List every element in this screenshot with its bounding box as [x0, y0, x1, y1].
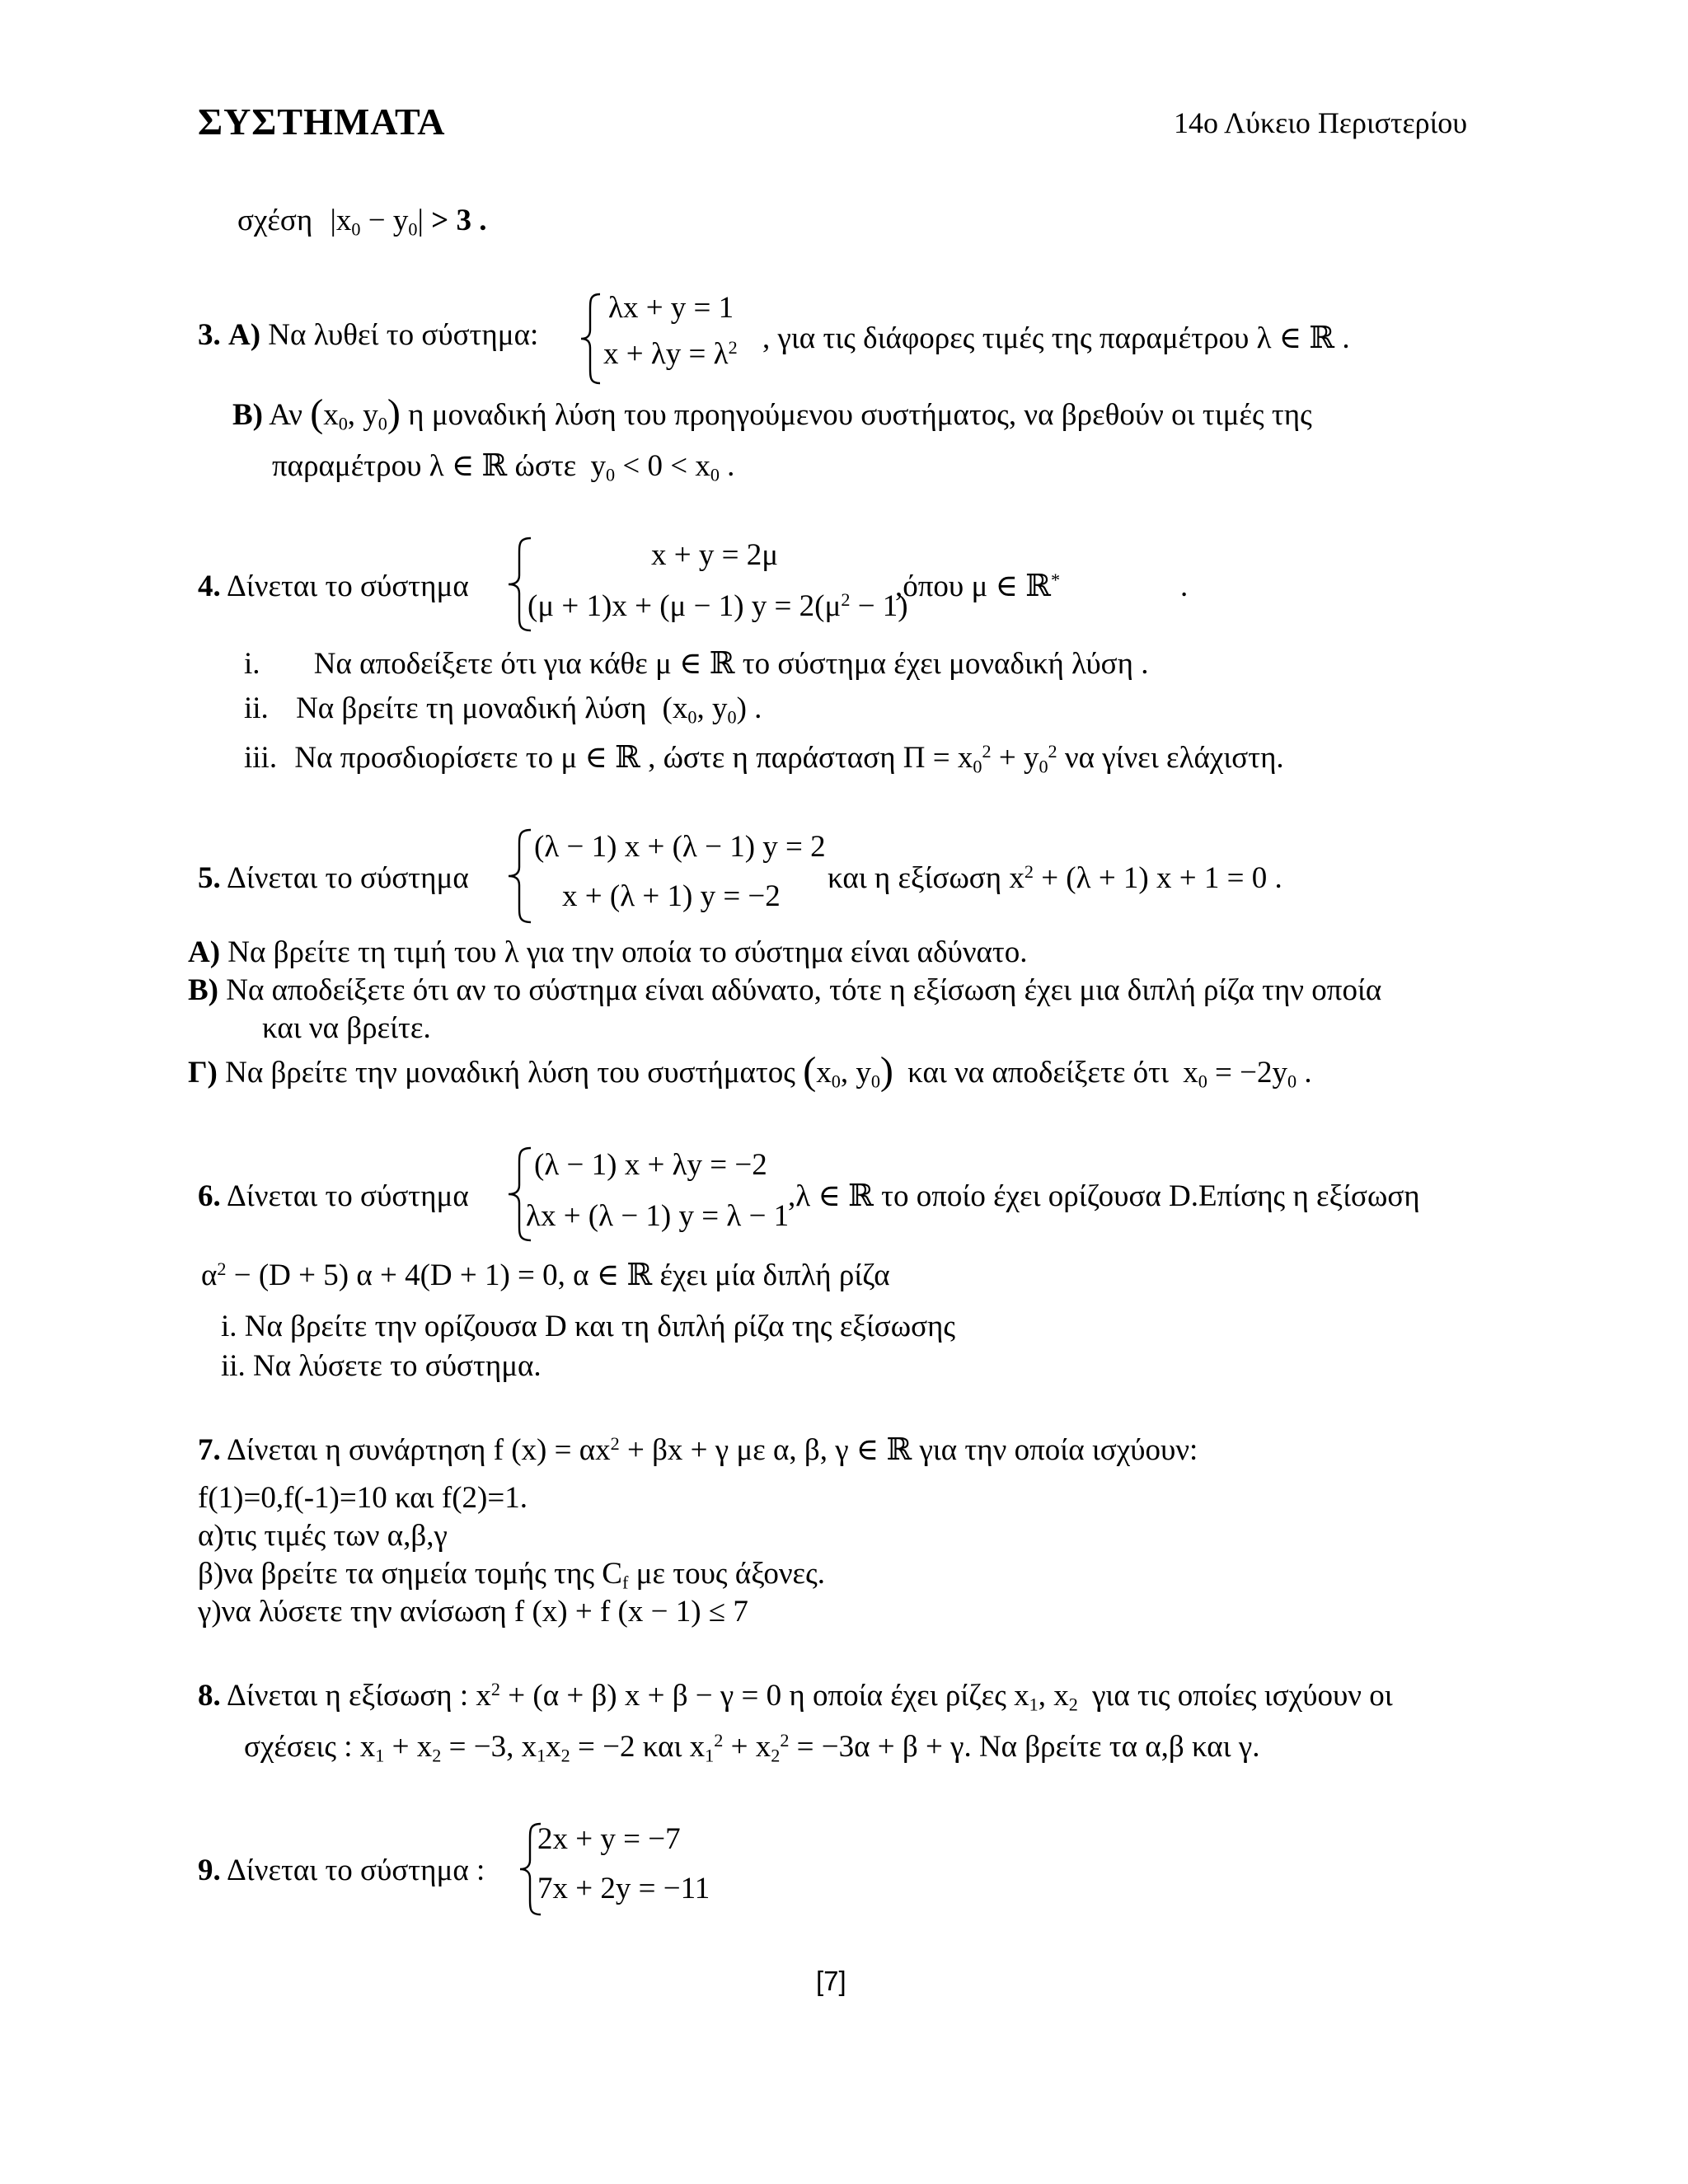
ex7-line-b: β)να βρείτε τα σημεία τομής της $C_f$ με τους άξονες.: [198, 1557, 825, 1593]
ex5-partC: Γ) Να βρείτε την μοναδική λύση του συστήματος ($x_0$, $y_0$) και να αποδείξετε ότι $x_0 = -2y_0$ .: [188, 1049, 1312, 1094]
ex4-eq2: (μ + 1)x + (μ − 1) $y = 2(\mu^2 - 1)$: [528, 588, 908, 623]
ex9-eq1: 2x + y = −7: [537, 1822, 681, 1856]
ex3-eq1: λx + y = 1: [608, 291, 734, 325]
continuation-word: σχέση: [237, 204, 313, 237]
ex6-eq2: λx + (λ − 1) y = λ − 1: [526, 1199, 790, 1233]
ex5-mid: και η εξίσωση $x^2 + (\lambda + 1) x + 1 = 0$ .: [828, 860, 1282, 895]
ex3-line1: [198, 317, 538, 354]
ex5-partB: Β) Να αποδείξετε ότι αν το σύστημα είναι αδύνατο, τότε η εξίσωση έχει μια διπλή ρίζα την οποία: [188, 973, 1382, 1007]
ex6-item-1: i. Να βρείτε την ορίζουσα D και τη διπλή ρίζα της εξίσωσης: [221, 1310, 956, 1343]
ex6-tail: ,λ ∈ ℝ το οποίο έχει ορίζουσα D.Επίσης η εξίσωση: [788, 1179, 1420, 1213]
ex3-partB-label: Β): [232, 398, 263, 432]
document-title: ΣΥΣΤΗΜΑΤΑ: [198, 101, 446, 143]
ex8-line1: 8. Δίνεται η εξίσωση : $x^2 + (\alpha + \beta) x + \beta - \gamma = 0$ η οποία έχει ρίζες $x_1$, $x_2$ για τις οποίες ισχύουν οι: [198, 1678, 1393, 1715]
ex4-tail: ,όπου μ ∈ ℝ*: [895, 569, 1061, 603]
ex3-number: 3.: [198, 318, 221, 352]
continuation-expr: > 3 .: [431, 204, 487, 237]
ex8-number: 8.: [198, 1679, 221, 1713]
ex9-line1: 9. Δίνεται το σύστημα :: [198, 1854, 485, 1887]
ex6-number: 6.: [198, 1179, 221, 1213]
ex5-eq2: x + (λ + 1) y = −2: [562, 879, 781, 913]
ex8-line2: σχέσεις : $x_1 + x_2 = -3$, $x_1x_2 = -2$ και $x_1^2 + x_2^2 = -3\alpha + \beta + \gamma$. Να βρείτε τα α,β και γ.: [244, 1729, 1260, 1766]
ex9-number: 9.: [198, 1854, 221, 1887]
ex5-brace: [506, 827, 534, 925]
ex3-brace: [579, 292, 603, 386]
ex5-line1: 5. Δίνεται το σύστημα: [198, 861, 469, 895]
continuation-line: σχέση $|x_0 - y_0| > 3$ .: [237, 204, 487, 240]
ex4-eq1: x + y = 2μ: [651, 538, 779, 572]
ex6-line1: 6. Δίνεται το σύστημα: [198, 1179, 469, 1213]
ex4-dot: .: [1180, 569, 1189, 603]
ex4-item-2: ii. Να βρείτε τη μοναδική λύση ($x_0$, $y_0$) .: [244, 691, 762, 728]
ex3-partB-line1: Β) Αν ($x_0$, $y_0$) η μοναδική λύση του προηγούμενου συστήματος, να βρεθούν οι τιμές της: [232, 391, 1312, 436]
ex7-line-c: γ)να λύσετε την ανίσωση f (x) + f (x − 1) ≤ 7: [198, 1595, 748, 1629]
ex3-partA-text: Να λυθεί το σύστημα:: [268, 318, 539, 352]
ex5-partB-line2: και να βρείτε.: [262, 1011, 431, 1045]
ex3-eq2: $x + \lambda y = \lambda^2$: [603, 336, 738, 371]
ex4-item-3: iii. Να προσδιορίσετε το μ ∈ ℝ , ώστε η παράσταση $\Pi = x_0^2 + y_0^2$ να γίνει ελάχιστη.: [244, 740, 1284, 777]
ex7-line-values: f(1)=0,f(-1)=10 και f(2)=1.: [198, 1481, 528, 1515]
ex5-eq1: (λ − 1) x + (λ − 1) y = 2: [534, 830, 826, 864]
ex3-partA-tail: , για τις διάφορες τιμές της παραμέτρου λ ∈ ℝ .: [762, 321, 1350, 355]
ex4-line1: 4. Δίνεται το σύστημα: [198, 569, 469, 603]
ex6-item-2: ii. Να λύσετε το σύστημα.: [221, 1349, 542, 1383]
ex5-partA: Α) Να βρείτε τη τιμή του λ για την οποία το σύστημα είναι αδύνατο.: [188, 935, 1028, 969]
ex3-partB-line2: παραμέτρου λ ∈ ℝ ώστε $y_0 < 0 < x_0$ .: [272, 449, 735, 485]
ex5-number: 5.: [198, 861, 221, 895]
ex6-equation-line: $\alpha^2 - (D + 5) \alpha + 4(D + 1) = 0$, α ∈ ℝ έχει μία διπλή ρίζα: [201, 1258, 890, 1292]
ex3-partA-label: Α): [228, 318, 261, 352]
school-name: 14ο Λύκειο Περιστερίου: [1174, 106, 1468, 139]
ex9-eq2: 7x + 2y = −11: [537, 1872, 710, 1905]
ex7-line-a: α)τις τιμές των α,β,γ: [198, 1519, 448, 1553]
ex4-number: 4.: [198, 569, 221, 603]
ex4-item-1: i. Να αποδείξετε ότι για κάθε μ ∈ ℝ το σύστημα έχει μοναδική λύση .: [244, 647, 1149, 681]
page-number: [7]: [816, 1966, 846, 1996]
ex7-line1: 7. Δίνεται η συνάρτηση f $(x) = \alpha x^2 + \beta x + \gamma$ με α, β, γ ∈ ℝ για την οποία ισχύουν:: [198, 1432, 1198, 1467]
ex6-eq1: (λ − 1) x + λy = −2: [534, 1148, 767, 1182]
ex7-number: 7.: [198, 1433, 221, 1467]
